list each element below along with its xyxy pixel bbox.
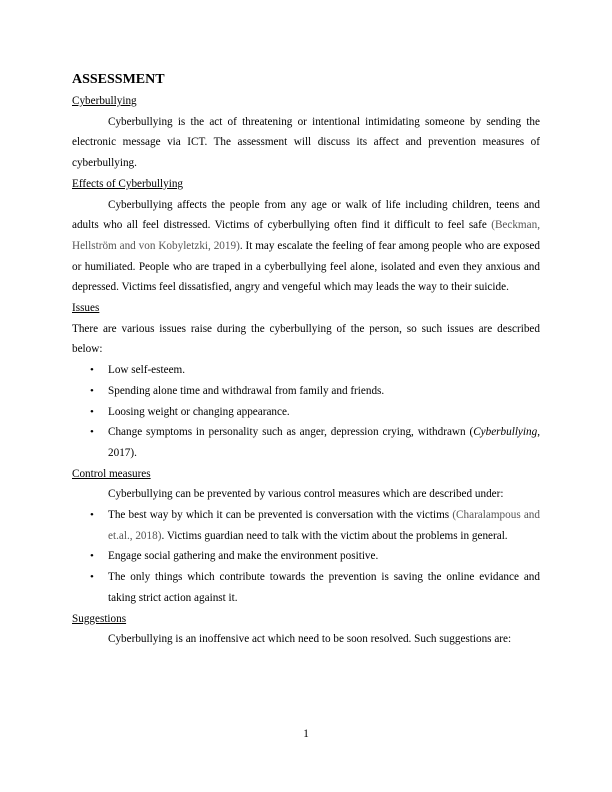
list-item [90, 546, 540, 567]
control-item-text: The only things which contribute towards the prevention is saving the online evidance and taking strict action against it. [108, 571, 540, 604]
page-number: 1 [303, 728, 309, 740]
heading-effects: Effects of Cyberbullying [72, 177, 184, 190]
heading-suggestions: Suggestions [72, 612, 127, 625]
control-item-tail: . Victims guardian need to talk with the victim about the problems in general. [161, 529, 508, 542]
bullet-icon: • [90, 550, 94, 563]
paragraph-suggestions: Cyberbullying is an inoffensive act which need to be soon resolved. Such suggestions are: [108, 633, 512, 646]
list-item [90, 422, 540, 463]
paragraph-cyberbullying: Cyberbullying is the act of threatening or intentional intimidating someone by sending the electronic message via ICT. The assessment will discuss its affect and prevention measures of cyberbullying. [72, 115, 540, 170]
issues-list [72, 360, 540, 464]
document-page [72, 70, 540, 650]
issue-item-text: Loosing weight or changing appearance. [108, 405, 290, 418]
document-title: ASSESSMENT [72, 72, 165, 87]
citation-charalampous: (Charalampous and et.al., 2018) [108, 509, 540, 542]
heading-issues: Issues [72, 302, 100, 315]
issue-item-text: Change symptoms in personality such as anger, depression crying, withdrawn ( [108, 426, 474, 439]
effects-text-part1: Cyberbullying affects the people from any age or walk of life including children, teens and adults who all feel distressed. Victims of cyberbullying often find it difficult to feel safe [72, 198, 540, 232]
bullet-icon: • [90, 571, 94, 584]
list-item [90, 360, 540, 381]
bullet-icon: • [90, 384, 94, 397]
citation-beckman: (Beckman, Hellström and von Kobyletzki, 2019) [72, 219, 540, 252]
issue-item-tail: , 2017). [108, 426, 540, 459]
list-item [90, 381, 540, 402]
bullet-icon: • [90, 509, 94, 522]
list-item [90, 402, 540, 423]
control-list [72, 505, 540, 609]
citation-cyberbullying: Cyberbullying [473, 426, 538, 439]
paragraph-issues-intro: There are various issues raise during the cyberbullying of the person, so such issues are described below: [72, 322, 540, 356]
list-item [90, 505, 540, 546]
bullet-icon: • [90, 405, 94, 418]
issue-item-text: Spending alone time and withdrawal from family and friends. [108, 384, 385, 397]
issue-item-text: Low self-esteem. [108, 364, 186, 377]
control-item-text: Engage social gathering and make the environment positive. [108, 550, 379, 563]
control-item-text: The best way by which it can be prevented is conversation with the victims [108, 509, 453, 522]
bullet-icon: • [90, 426, 94, 439]
bullet-icon: • [90, 364, 94, 377]
effects-text-part2: . It may escalate the feeling of fear among people who are exposed or humiliated. People who are traped in a cyberbullying feel alone, isolated and even they anxious and depressed. Victims feel dissatisfied, angry and vengeful which may leads the way to their suicide. [72, 239, 540, 294]
list-item [90, 567, 540, 608]
paragraph-effects [72, 195, 540, 299]
heading-control-measures: Control measures [72, 467, 151, 480]
heading-cyberbullying: Cyberbullying [72, 95, 137, 107]
paragraph-control-intro: Cyberbullying can be prevented by various control measures which are described under: [108, 488, 504, 501]
